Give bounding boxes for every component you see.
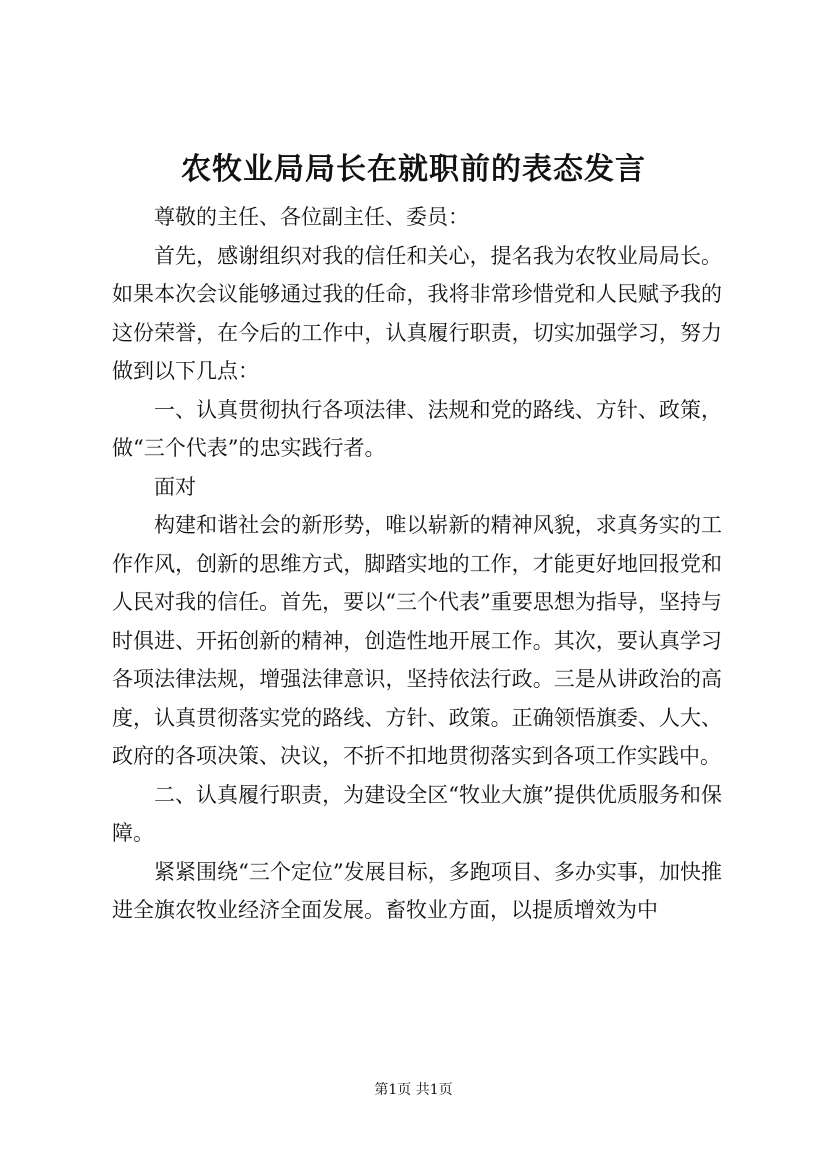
salutation: 尊敬的主任、各位副主任、委员： [154, 205, 469, 229]
paragraph-point-one: 一、认真贯彻执行各项法律、法规和党的路线、方针、政策，做“三个代表”的忠实践行者。 [112, 397, 722, 460]
page-number-footer: 第1页 共1页 [374, 1082, 453, 1098]
paragraph-intro: 首先，感谢组织对我的信任和关心，提名我为农牧业局局长。如果本次会议能够通过我的任命，我将非常珍惜党和人民赋予我的这份荣誉，在今后的工作中，认真履行职责，切实加强学习，努力做到以下几点： [112, 243, 722, 383]
document-body [112, 198, 722, 930]
paragraph-face: 面对 [154, 474, 196, 499]
paragraph-goals: 紧紧围绕“三个定位”发展目标，多跑项目、多办实事，加快推进全旗农牧业经济全面发展。畜牧业方面，以提质增效为中 [112, 859, 722, 922]
paragraph-harmony: 构建和谐社会的新形势，唯以崭新的精神风貌，求真务实的工作作风，创新的思维方式，脚踏实地的工作，才能更好地回报党和人民对我的信任。首先，要以“三个代表”重要思想为指导，坚持与时俱进、开拓创新的精神，创造性地开展工作。其次，要认真学习各项法律法规，增强法律意识，坚持依法行政。三是从讲政治的高度，认真贯彻落实党的路线、方针、政策。正确领悟旗委、人大、政府的各项决策、决议，不折不扣地贯彻落实到各项工作实践中。 [112, 513, 722, 768]
paragraph-point-two: 二、认真履行职责，为建设全区“牧业大旗”提供优质服务和保障。 [112, 782, 722, 845]
document-title: 农牧业局局长在就职前的表态发言 [181, 152, 646, 187]
